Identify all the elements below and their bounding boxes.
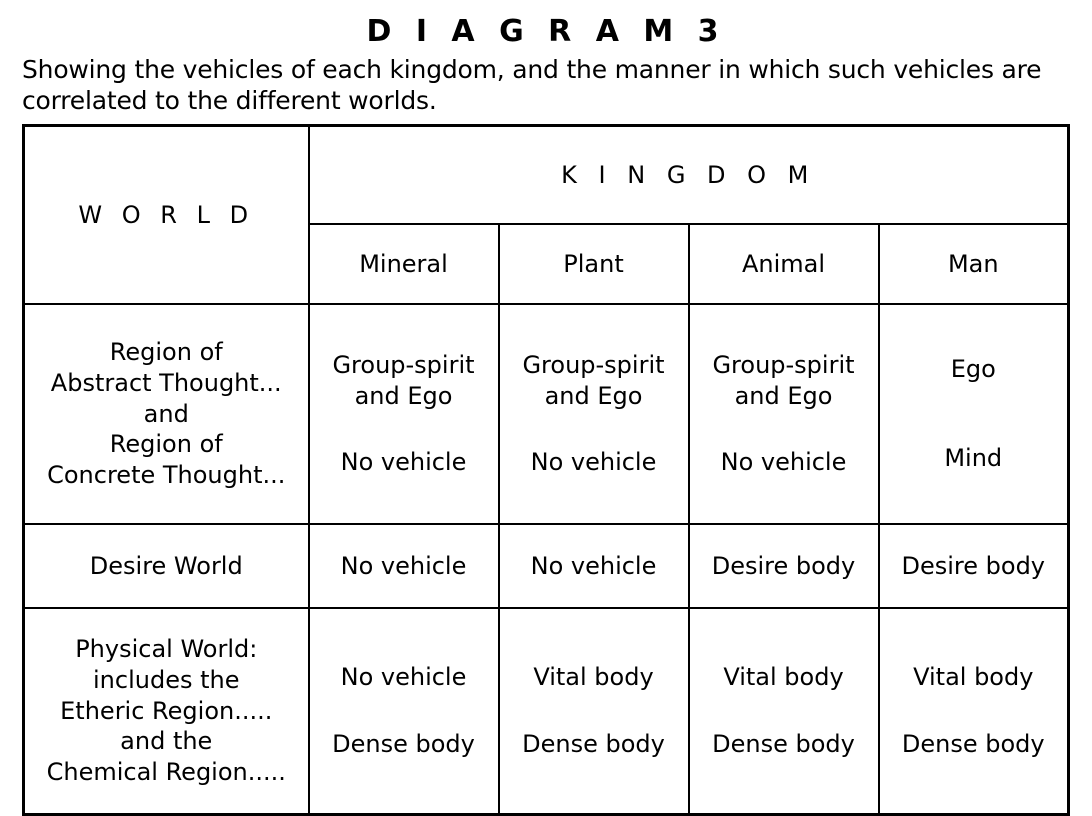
row-label-line: Region of (109, 338, 223, 367)
cell-thought-man (879, 304, 1069, 524)
cell-text-bottom: No vehicle (720, 448, 847, 477)
cell-text-top: Group-spirit (332, 350, 475, 379)
cell-text-bottom: Desire body (711, 551, 856, 580)
cell-text-top: No vehicle (340, 663, 467, 692)
cell-text-bottom: No vehicle (340, 551, 467, 580)
cell-physical-mineral (309, 608, 499, 815)
cell-text-top: Vital body (533, 663, 654, 692)
cell-physical-plant (499, 608, 689, 815)
cell-text-bottom: Dense body (332, 730, 475, 758)
cell-spacer (692, 693, 876, 729)
world-header: W O R L D (24, 126, 309, 305)
row-label-line: Concrete Thought... (47, 461, 286, 490)
row-label-physical (24, 608, 309, 815)
cell-physical-animal (689, 608, 879, 815)
cell-spacer (502, 693, 686, 729)
cell-text-bottom: Mind (944, 444, 1003, 472)
cell-text-bottom: No vehicle (340, 448, 467, 477)
page-title: D I A G R A M 3 (366, 14, 726, 49)
cell-desire-mineral (309, 524, 499, 608)
cell-text-top: Vital body (913, 663, 1034, 692)
cell-text-top2: and Ego (354, 381, 453, 410)
cell-spacer (882, 693, 1066, 729)
cell-desire-animal (689, 524, 879, 608)
row-label-line: Abstract Thought... (50, 368, 282, 397)
cell-text-top2: and Ego (544, 381, 643, 410)
kingdom-header: K I N G D O M (309, 126, 1069, 225)
cell-spacer (502, 411, 686, 447)
cell-text-top2: and Ego (734, 381, 833, 410)
table-row (24, 524, 1069, 608)
table-row (24, 304, 1069, 524)
row-label-thought (24, 304, 309, 524)
row-label-line: Region of (109, 430, 223, 459)
cell-text-top: Ego (950, 355, 996, 384)
cell-desire-plant (499, 524, 689, 608)
cell-thought-mineral (309, 304, 499, 524)
cell-spacer (692, 411, 876, 447)
cell-text-bottom: Desire body (901, 551, 1046, 580)
cell-desire-man (879, 524, 1069, 608)
row-label-line: and (143, 399, 189, 428)
cell-spacer (312, 693, 496, 729)
table-header-row-1 (24, 126, 1069, 225)
cell-text-bottom: No vehicle (530, 448, 657, 477)
cell-text-top: Group-spirit (712, 350, 855, 379)
column-header-man: Man (879, 224, 1069, 304)
cell-thought-plant (499, 304, 689, 524)
cell-thought-animal (689, 304, 879, 524)
column-header-animal: Animal (689, 224, 879, 304)
cell-spacer (312, 411, 496, 447)
row-label-line: includes the (93, 665, 240, 694)
column-header-plant: Plant (499, 224, 689, 304)
cell-text-bottom: Dense body (522, 730, 665, 758)
row-label-desire (24, 524, 309, 608)
cell-spacer (882, 421, 1066, 443)
cell-physical-man (879, 608, 1069, 815)
row-label-line: and the (120, 727, 213, 756)
page-subtitle: Showing the vehicles of each kingdom, and the manner in which such vehicles are correlated to the different worlds. (22, 55, 1042, 115)
diagram-table (22, 124, 1070, 816)
row-label-line: Physical World: (75, 635, 258, 664)
column-header-mineral: Mineral (309, 224, 499, 304)
cell-text-bottom: Dense body (712, 730, 855, 758)
row-label-line: Chemical Region..... (46, 758, 286, 787)
table-row (24, 608, 1069, 815)
cell-text-top: Vital body (723, 663, 844, 692)
cell-text-bottom: No vehicle (530, 551, 657, 580)
cell-text-top: Group-spirit (522, 350, 665, 379)
row-label-line: Desire World (89, 551, 243, 580)
cell-spacer (882, 385, 1066, 421)
cell-text-bottom: Dense body (901, 730, 1045, 758)
row-label-line: Etheric Region..... (60, 696, 273, 725)
